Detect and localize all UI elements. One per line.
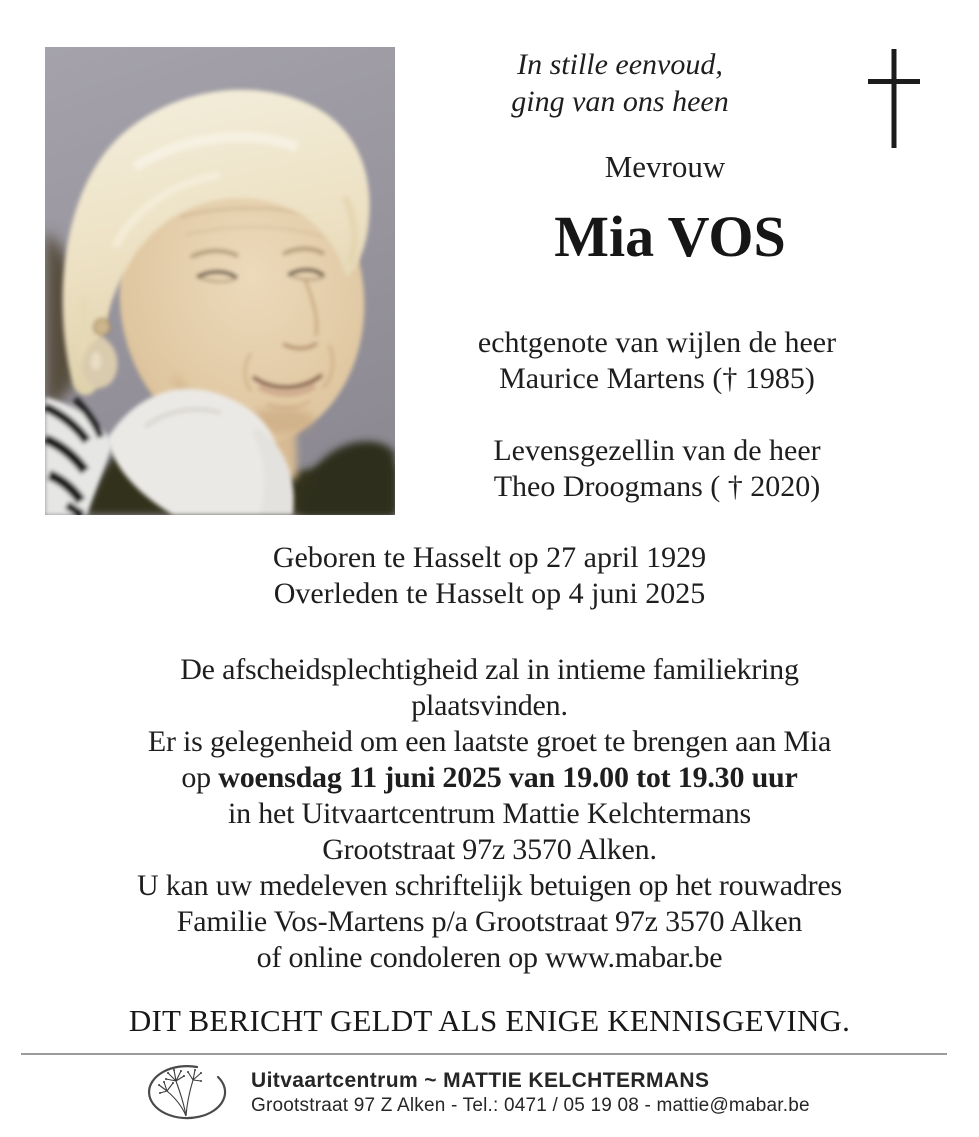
announcement-line: Familie Vos-Martens p/a Grootstraat 97z 3570 Alken <box>176 905 803 938</box>
intro-line-1: In stille eenvoud, <box>517 48 723 81</box>
relation-spouse-line-2: Maurice Martens († 1985) <box>499 362 815 395</box>
funeral-home-name: Uitvaartcentrum ~ MATTIE KELCHTERMANS <box>251 1069 710 1092</box>
footer <box>251 1068 951 1118</box>
footer-divider <box>21 1053 947 1055</box>
visitation-datetime: woensdag 11 juni 2025 van 19.00 tot 19.30 uur <box>218 761 798 794</box>
relation-partner <box>357 433 957 505</box>
intro-phrase <box>320 46 920 120</box>
funeral-home-address: Grootstraat 97 Z Alken - Tel.: 0471 / 05 19 08 - mattie@mabar.be <box>251 1095 810 1116</box>
dates-section <box>0 540 979 612</box>
announcement-line-condolence-website: of online condoleren op www.mabar.be <box>256 941 723 974</box>
relation-partner-line-1: Levensgezellin van de heer <box>493 434 821 467</box>
deceased-name: Mia VOS <box>554 204 786 269</box>
announcement-line: Grootstraat 97z 3570 Alken. <box>322 833 657 866</box>
died-line: Overleden te Hasselt op 4 juni 2025 <box>273 577 706 610</box>
relation-spouse <box>357 325 957 397</box>
sole-notification-notice: DIT BERICHT GELDT ALS ENIGE KENNISGEVING. <box>128 1003 851 1038</box>
visitation-prefix: op <box>181 761 219 794</box>
announcement-line: De afscheidsplechtigheid zal in intieme familiekring <box>180 653 799 686</box>
announcement-line: Er is gelegenheid om een laatste groet te brengen aan Mia <box>147 725 832 758</box>
announcement-line: plaatsvinden. <box>411 689 568 722</box>
relation-partner-line-2: Theo Droogmans ( † 2020) <box>493 470 821 503</box>
funeral-home-logo-icon <box>146 1064 228 1122</box>
salutation: Mevrouw <box>604 149 726 184</box>
announcement-line: U kan uw medeleven schriftelijk betuigen op het rouwadres <box>136 869 843 902</box>
announcement-section <box>0 652 979 976</box>
announcement-line-visitation <box>0 760 979 796</box>
relation-spouse-line-1: echtgenote van wijlen de heer <box>477 326 837 359</box>
intro-line-2: ging van ons heen <box>511 85 729 118</box>
born-line: Geboren te Hasselt op 27 april 1929 <box>272 541 707 574</box>
announcement-line: in het Uitvaartcentrum Mattie Kelchtermans <box>227 797 752 830</box>
relations-section <box>357 325 957 505</box>
